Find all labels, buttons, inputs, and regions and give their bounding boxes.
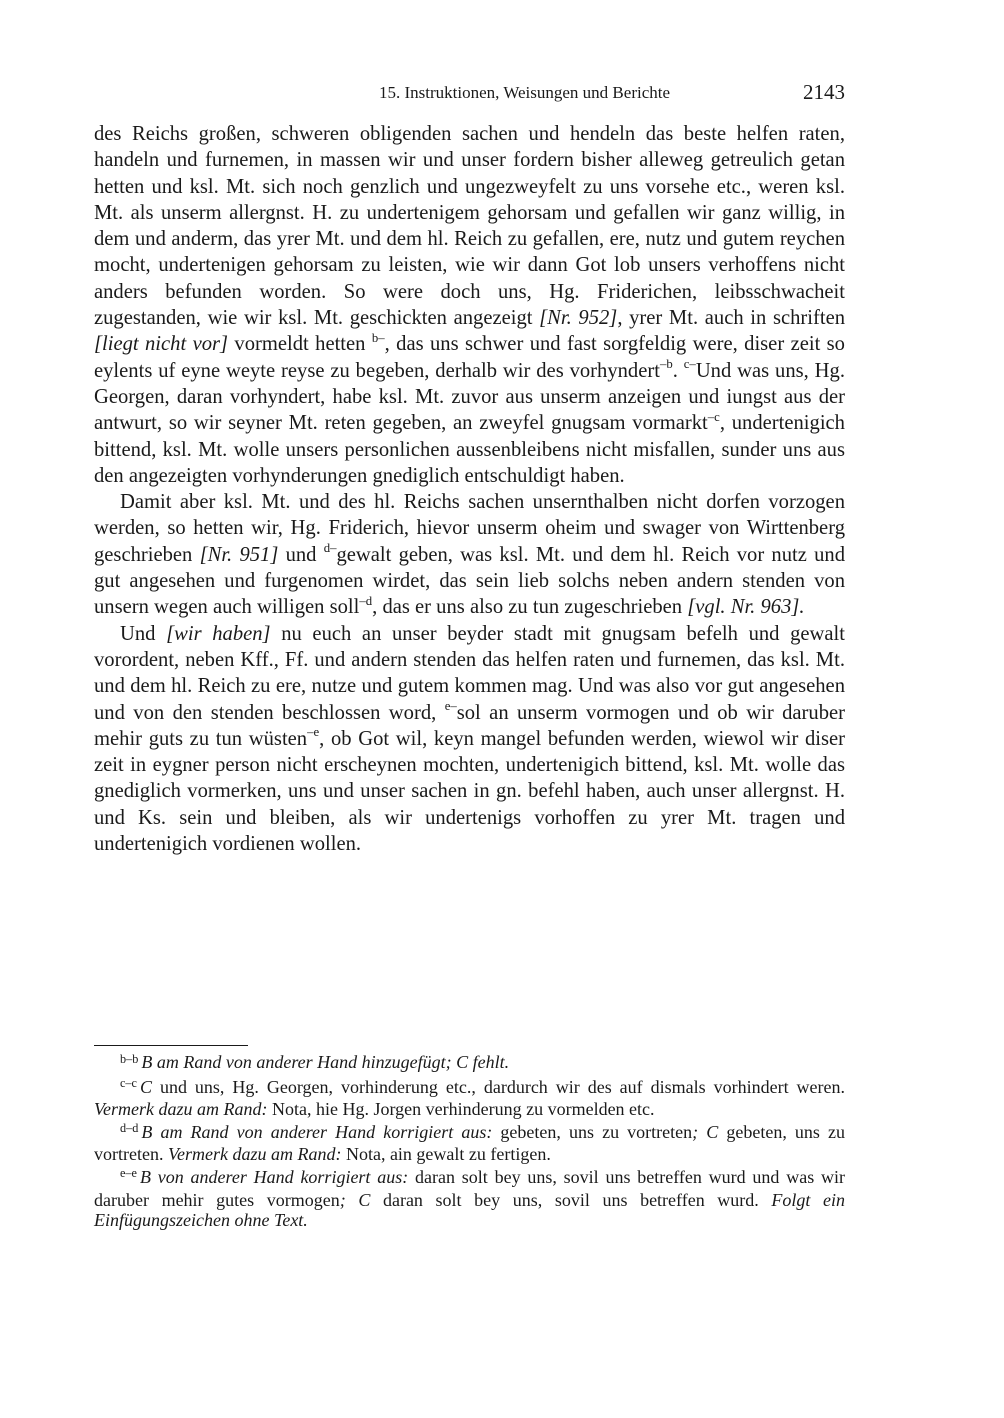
footnote-marker-c-open: c– bbox=[683, 357, 696, 372]
text-segment: , das er uns also zu tun zugeschrieben bbox=[372, 596, 688, 619]
footnote-marker-b-close: –b bbox=[659, 357, 673, 372]
footnote-c bbox=[94, 1077, 845, 1120]
footnote-text: Nota, hie Hg. Jorgen verhinderung zu vormelden etc. bbox=[267, 1099, 655, 1120]
text-segment: , undertenigich bittend, ksl. Mt. wolle unsers personlichen aussenbleibens nicht misfallen, sunder uns aus den angezeigten vorhynderungen gnediglich entschuldigt haben. bbox=[94, 412, 845, 487]
footnote-mark: c–c bbox=[120, 1076, 137, 1091]
text-segment: , yrer Mt. auch in schriften bbox=[617, 307, 846, 330]
editorial-note: B am Rand von anderer Hand hinzugefügt; C fehlt. bbox=[141, 1052, 510, 1072]
footnote-marker-e-close: –e bbox=[307, 725, 320, 740]
page-number: 2143 bbox=[803, 80, 845, 104]
footnote-divider bbox=[94, 1045, 248, 1046]
footnotes bbox=[94, 1052, 845, 1233]
editorial-reference: [vgl. Nr. 963]. bbox=[687, 596, 805, 619]
text-segment: nu euch an unser beyder stadt mit gnugsam befelh und gewalt vorordent, neben Kff., Ff. und andern stenden das helfen raten und furnemen, das ksl. Mt. und dem hl. Reich zu ere, nutze und gutem kommen mag. Und was also vor gut angesehen und von den stenden beschlossen word, bbox=[94, 622, 845, 724]
text-segment: . bbox=[672, 359, 684, 382]
text-segment: Und was uns, Hg. Georgen, daran vorhyndert, habe ksl. Mt. zuvor aus unserm anzeigen und iungst aus der antwurt, so wir seyner Mt. reten gegeben, an zweyfel gnugsam vormarkt bbox=[94, 359, 846, 435]
footnote-text: daran solt bey uns, sovil uns betreffen wurd. bbox=[370, 1189, 772, 1210]
editorial-note: Folgt ein Einfügungszeichen ohne Text. bbox=[94, 1189, 845, 1231]
footnote-mark: b–b bbox=[120, 1051, 139, 1066]
text-segment: , das uns schwer und fast sorgfeldig were, diser zeit so eylents uf eyne weyte reyse zu begeben, derhalb wir des vorhyndert bbox=[94, 333, 845, 382]
footnote-text: gebeten, uns zu vortreten bbox=[492, 1121, 693, 1142]
footnote-marker-c-close: –c bbox=[707, 409, 720, 424]
footnote-text: daran solt bey uns, sovil uns betreffen wurd und was wir daruber mehir gutes vormogen bbox=[94, 1166, 845, 1210]
editorial-reference: [Nr. 952] bbox=[539, 307, 618, 330]
paragraph-1 bbox=[94, 121, 845, 489]
text-segment: gewalt geben, was ksl. Mt. und dem hl. Reich vor nutz und gut angesehen und furgenomen wirdet, das sein lieb solchs neben andern stenden von unsern wegen auch willigen soll bbox=[94, 543, 845, 619]
paragraph-3 bbox=[94, 621, 845, 858]
running-title: 15. Instruktionen, Weisungen und Berichte bbox=[378, 83, 671, 102]
editorial-note: B am Rand von anderer Hand korrigiert aus: bbox=[141, 1121, 493, 1142]
editorial-reference: [wir haben] bbox=[166, 622, 271, 645]
footnote-text: Nota, ain gewalt zu fertigen. bbox=[341, 1144, 551, 1165]
footnote-d bbox=[94, 1122, 845, 1165]
text-segment: , ob Got wil, keyn mangel befunden werden, wiewol wir diser zeit in eygner person nicht erscheynen mochten, undertenigich bittend, ksl. Mt. wolle das gnediglich vormerken, uns und unser sachen in gn. befehl haben, auch unser allergnst. H. und Ks. sein und bleiben, als wir undertenigs vorhoffen zu yrer Mt. tragen und undertenigich vordienen wollen. bbox=[94, 727, 845, 856]
text-segment: vormeldt hetten bbox=[228, 333, 372, 356]
editorial-note: Vermerk dazu am Rand: bbox=[167, 1144, 342, 1165]
footnote-b bbox=[94, 1052, 845, 1075]
footnote-marker-d-open: d– bbox=[323, 541, 337, 556]
footnote-mark: e–e bbox=[120, 1166, 137, 1181]
footnote-e bbox=[94, 1167, 845, 1231]
running-head bbox=[94, 80, 845, 106]
editorial-note: Vermerk dazu am Rand: bbox=[94, 1099, 268, 1120]
text-segment: des Reichs großen, schweren obligenden sachen und hendeln das beste helfen raten, handeln und furnemen, in massen wir und unser fordern bisher alleweg getreulich getan hetten und ksl. Mt. sich noch genzlich und ungezweyfelt zu uns vorsehe etc., weren ksl. Mt. als unserm allergnst. H. zu undertenigem gehorsam und gefallen wir ganz willig, in dem und anderm, das yrer Mt. und dem hl. Reich zu gefallen, ere, nutz und gutem reychen mocht, undertenigen gehorsam zu leisten, wie wir dann Got lob unsers verhoffens nicht anders befunden worden. So were doch uns, Hg. Friderichen, leibsschwacheit zugestanden, wie wir ksl. Mt. geschickten angezeigt bbox=[94, 123, 845, 330]
footnote-marker-b-open: b– bbox=[371, 330, 385, 345]
text-segment: Damit aber ksl. Mt. und des hl. Reichs sachen unsernthalben nicht dorfen vorzogen werden, so hetten wir, Hg. Friderich, hievor unserm oheim und swager von Wirttenberg geschrieben bbox=[94, 491, 845, 566]
paragraph-2 bbox=[94, 489, 845, 620]
editorial-reference: [Nr. 951] bbox=[199, 543, 279, 566]
editorial-reference: [liegt nicht vor] bbox=[94, 333, 229, 356]
text-segment: sol an unserm vormogen und ob wir daruber mehir guts zu tun wüsten bbox=[94, 701, 845, 750]
text-segment: und bbox=[278, 543, 324, 566]
siglum: ; C bbox=[339, 1189, 371, 1210]
footnote-marker-d-close: –d bbox=[359, 593, 373, 608]
document-page bbox=[94, 0, 845, 1418]
main-text bbox=[94, 121, 845, 857]
text-segment: Und bbox=[120, 622, 167, 645]
editorial-note: B von anderer Hand korrigiert aus: bbox=[139, 1166, 409, 1187]
siglum: C bbox=[139, 1076, 152, 1097]
footnote-marker-e-open: e– bbox=[444, 699, 457, 714]
footnote-text: gebeten, uns zu vortreten. bbox=[94, 1121, 846, 1165]
footnote-mark: d–d bbox=[120, 1121, 139, 1136]
siglum: ; C bbox=[692, 1121, 719, 1142]
footnote-text: und uns, Hg. Georgen, vorhinderung etc., dardurch wir des auf dismals vorhindert weren. bbox=[152, 1076, 845, 1097]
